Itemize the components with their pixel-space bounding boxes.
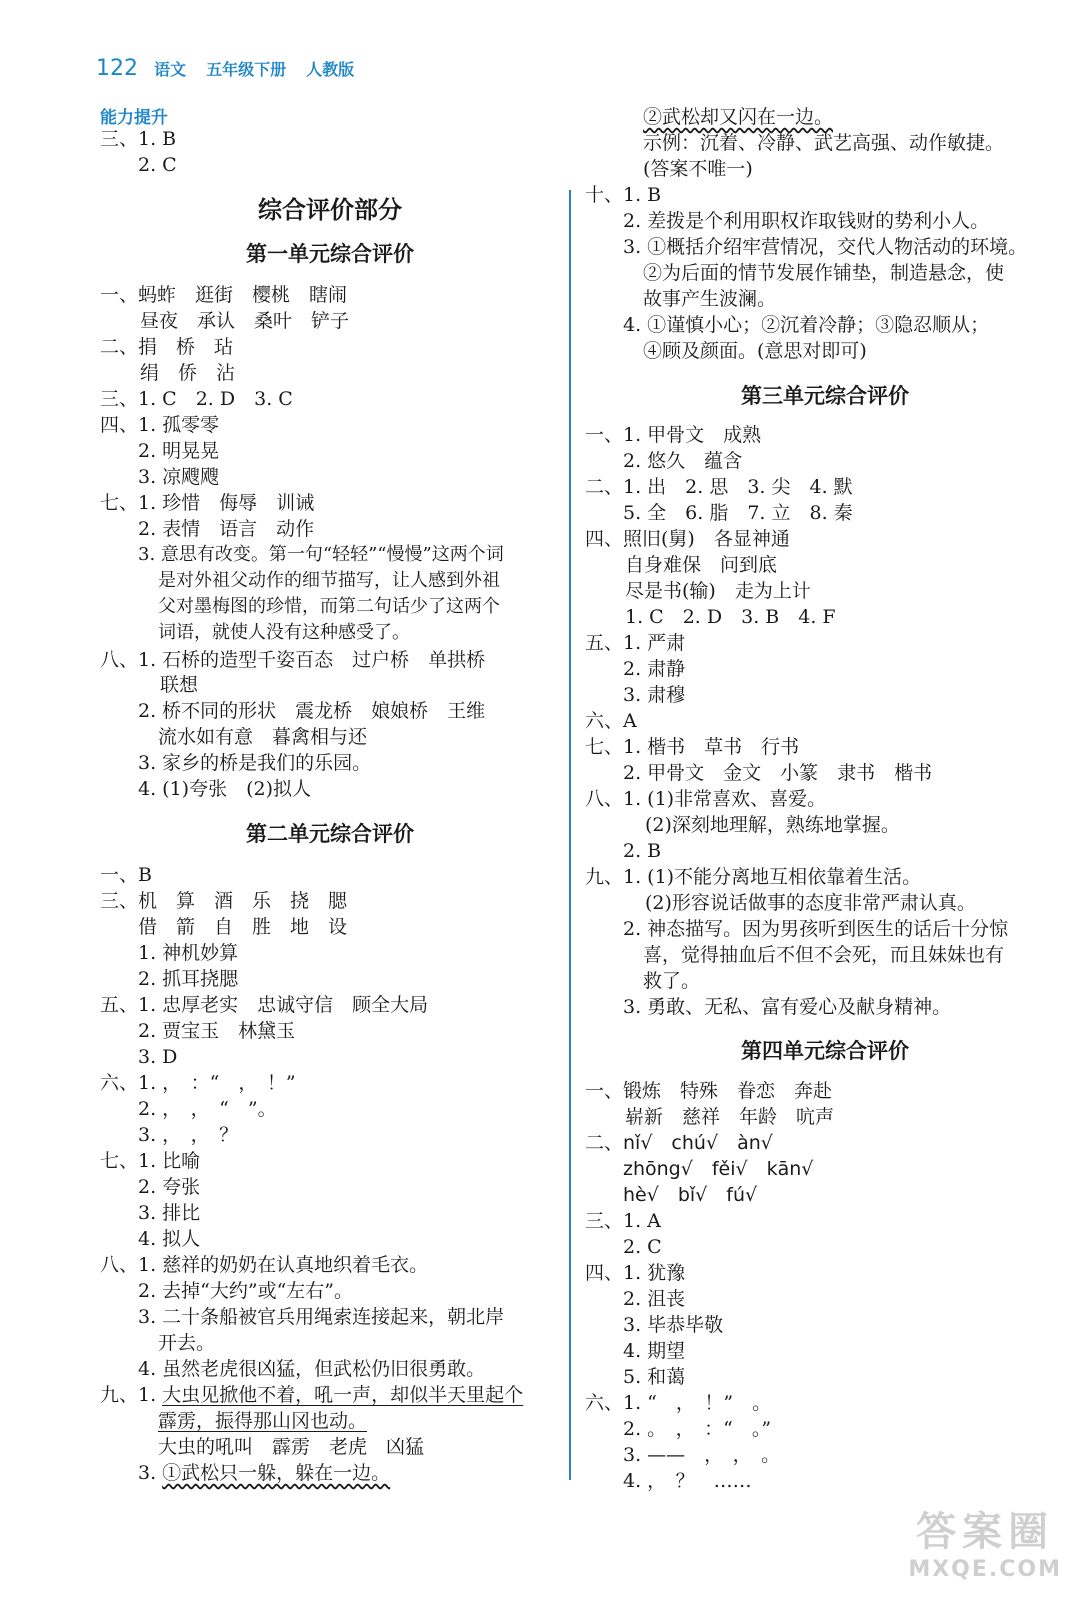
answer-line: (2)深刻地理解，熟练地掌握。 — [645, 814, 900, 836]
answer-line: 3. 勇敢、无私、富有爱心及献身精神。 — [623, 996, 952, 1018]
answer-line: 2. 悠久 蕴含 — [623, 450, 743, 472]
answer-line: 四、照旧(舅) 各显神通 — [585, 528, 790, 550]
main-title: 综合评价部分 — [258, 196, 402, 224]
unit3-title: 第三单元综合评价 — [741, 384, 909, 408]
answer-line: 三、1. A — [585, 1210, 661, 1232]
answer-line: 七、1. 楷书 草书 行书 — [585, 736, 800, 758]
answer-line: 4. 拟人 — [138, 1228, 201, 1250]
answer-line: 2. 差拨是个利用职权诈取钱财的势利小人。 — [623, 210, 990, 232]
page-header — [96, 56, 368, 86]
unit4-title: 第四单元综合评价 — [741, 1039, 909, 1063]
wavy-underlined-quote: ①武松只一躲，躲在一边。 — [162, 1462, 391, 1484]
answer-line: 3. —— ， ， 。 — [623, 1444, 781, 1466]
answer-line: 示例：沉着、冷静、武艺高强、动作敏捷。 — [643, 132, 1005, 154]
watermark-logo — [908, 1500, 1062, 1582]
answer-line — [138, 1461, 390, 1485]
answer-line: 三、1. B — [100, 128, 177, 150]
answer-line: 一、蚂蚱 逛街 樱桃 瞎闹 — [100, 284, 348, 306]
answer-line: 开去。 — [158, 1332, 216, 1354]
answer-line: 一、锻炼 特殊 眷恋 奔赴 — [585, 1080, 833, 1102]
answer-line: 3. D — [138, 1046, 178, 1068]
unit2-title: 第二单元综合评价 — [246, 822, 414, 846]
answer-line: 3. 凉飕飕 — [138, 466, 220, 488]
answer-line: 3. 毕恭毕敬 — [623, 1314, 724, 1336]
answer-line: 自身难保 问到底 — [625, 554, 778, 576]
answer-line: 七、1. 比喻 — [100, 1150, 201, 1172]
answer-line: ②为后面的情节发展作铺垫，制造悬念，使 — [643, 262, 1005, 284]
answer-line: 一、B — [100, 864, 152, 886]
answer-line: 2. 神态描写。因为男孩听到医生的话后十分惊 — [623, 918, 1009, 940]
answer-line: 2. 肃静 — [623, 658, 686, 680]
answer-prefix: 3. — [138, 1462, 163, 1484]
answer-line: 4. (1)夸张 (2)拟人 — [138, 778, 311, 800]
unit1-title: 第一单元综合评价 — [246, 242, 414, 266]
answer-line: 大虫的吼叫 霹雳 老虎 凶猛 — [158, 1436, 425, 1458]
page-number: 122 — [96, 56, 138, 81]
answer-line: 八、1. 慈祥的奶奶在认真地织着毛衣。 — [100, 1254, 429, 1276]
column-divider — [569, 190, 571, 1480]
answer-line: 八、1. (1)非常喜欢、喜爱。 — [585, 788, 827, 810]
answer-line: 四、1. 犹豫 — [585, 1262, 686, 1284]
answer-line: 3. 排比 — [138, 1202, 201, 1224]
answer-line: 二、nǐ√ chú√ àn√ — [585, 1132, 773, 1154]
answer-line: 一、1. 甲骨文 成熟 — [585, 424, 762, 446]
answer-line: 父对墨梅图的珍惜，而第二句话少了这两个 — [158, 596, 500, 617]
answer-line: 流水如有意 暮禽相与还 — [158, 726, 368, 748]
answer-line: 二、1. 出 2. 思 3. 尖 4. 默 — [585, 476, 853, 498]
answer-line: 3. 意思有改变。第一句“轻轻”“慢慢”这两个词 — [138, 544, 504, 565]
grade-label: 五年级下册 — [206, 60, 287, 79]
answer-line: 故事产生波澜。 — [643, 288, 777, 310]
answer-line: 5. 和蔼 — [623, 1366, 686, 1388]
underlined-quote: 大虫见掀他不着，吼一声，却似半天里起个 — [162, 1384, 524, 1406]
answer-line: 六、1. “ ， ！” 。 — [585, 1392, 772, 1414]
answer-line: 绢 侨 沾 — [140, 362, 236, 384]
answer-line: (答案不唯一) — [643, 158, 753, 180]
watermark-line1: 答案圈 — [916, 1509, 1055, 1555]
answer-line: 2. 表情 语言 动作 — [138, 518, 315, 540]
answer-line: 九、1. (1)不能分离地互相依靠着生活。 — [585, 866, 922, 888]
answer-line: 三、机 算 酒 乐 挠 腮 — [100, 890, 348, 912]
answer-line: 3. 二十条船被官兵用绳索连接起来，朝北岸 — [138, 1306, 505, 1328]
answer-line: 昼夜 承认 桑叶 铲子 — [140, 310, 350, 332]
answer-line: 喜，觉得抽血后不但不会死，而且妹妹也有 — [643, 944, 1005, 966]
ability-heading: 能力提升 — [100, 108, 168, 128]
answer-line: 2. 夸张 — [138, 1176, 201, 1198]
answer-line: 2. 甲骨文 金文 小篆 隶书 楷书 — [623, 762, 933, 784]
answer-line: 2. 桥不同的形状 震龙桥 娘娘桥 王维 — [138, 700, 486, 722]
answer-line: 2. 。 ， ：“ 。” — [623, 1418, 772, 1440]
answer-line: 联想 — [160, 674, 199, 696]
answer-line: 2. ， ， “ ”。 — [138, 1098, 277, 1120]
answer-line: 2. 明晃晃 — [138, 440, 220, 462]
answer-line: hè√ bǐ√ fú√ — [623, 1184, 758, 1206]
answer-line: 5. 全 6. 脂 7. 立 8. 秦 — [623, 502, 853, 524]
answer-line: 2. 去掉“大约”或“左右”。 — [138, 1280, 354, 1302]
answer-line: 五、1. 严肃 — [585, 632, 686, 654]
answer-line: (2)形容说话做事的态度非常严肃认真。 — [645, 892, 976, 914]
watermark-line2: MXQE.COM — [908, 1557, 1062, 1582]
answer-line: 3. 肃穆 — [623, 684, 686, 706]
answer-line: 六、1. ， ：“ ， ！” — [100, 1072, 296, 1094]
answer-line: 二、捐 桥 玷 — [100, 336, 234, 358]
answer-line: 三、1. C 2. D 3. C — [100, 388, 293, 410]
answer-prefix: 九、1. — [100, 1384, 163, 1406]
answer-line: 2. 抓耳挠腮 — [138, 968, 239, 990]
answer-line: 崭新 慈祥 年龄 吭声 — [625, 1106, 835, 1128]
answer-line: 是对外祖父动作的细节描写，让人感到外祖 — [158, 570, 500, 591]
answer-line: 2. B — [623, 840, 662, 862]
answer-line: 2. 沮丧 — [623, 1288, 686, 1310]
answer-line: 2. 贾宝玉 林黛玉 — [138, 1020, 296, 1042]
answer-line: 借 箭 自 胜 地 设 — [138, 916, 348, 938]
answer-line: 七、1. 珍惜 侮辱 训诫 — [100, 492, 315, 514]
answer-line: 1. 神机妙算 — [138, 942, 239, 964]
wavy-underlined-quote: ②武松却又闪在一边。 — [643, 106, 834, 128]
answer-line: 2. C — [623, 1236, 662, 1258]
answer-line: 词语，就使人没有这种感受了。 — [158, 622, 410, 643]
answer-line: 4. ①谨慎小心；②沉着冷静；③隐忍顺从； — [623, 314, 990, 336]
answer-line: 尽是书(输) 走为上计 — [625, 580, 811, 602]
answer-line: 八、1. 石桥的造型千姿百态 过户桥 单拱桥 — [100, 649, 486, 671]
answer-line: 2. C — [138, 154, 177, 176]
answer-line: 3. ①概括介绍牢营情况，交代人物活动的环境。 — [623, 236, 1028, 258]
underlined-quote: 霹雳，振得那山冈也动。 — [158, 1410, 368, 1432]
answer-line: 1. C 2. D 3. B 4. F — [625, 606, 836, 628]
answer-line: ④顾及颜面。(意思对即可) — [643, 340, 867, 362]
answer-line: 救了。 — [643, 970, 701, 992]
answer-line: 六、A — [585, 710, 637, 732]
answer-line: 3. ， ， ？ — [138, 1124, 239, 1146]
answer-line: 4. ， ？ …… — [623, 1470, 752, 1492]
answer-line: 四、1. 孤零零 — [100, 414, 220, 436]
answer-line: 五、1. 忠厚老实 忠诚守信 顾全大局 — [100, 994, 429, 1016]
edition-label: 人教版 — [306, 60, 355, 79]
answer-line: 4. 期望 — [623, 1340, 686, 1362]
subject-label: 语文 — [154, 60, 187, 79]
answer-line — [100, 1383, 523, 1407]
answer-line: 十、1. B — [585, 184, 662, 206]
answer-line: 3. 家乡的桥是我们的乐园。 — [138, 752, 372, 774]
answer-line: 4. 虽然老虎很凶猛，但武松仍旧很勇敢。 — [138, 1358, 486, 1380]
answer-line: zhōng√ fěi√ kān√ — [623, 1158, 814, 1180]
